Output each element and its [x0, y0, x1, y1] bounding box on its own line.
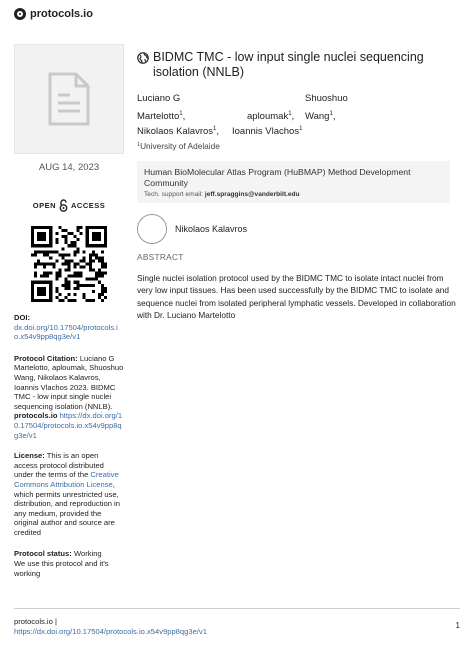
- doi-link[interactable]: dx.doi.org/10.17504/protocols.io.x54v9pp8qg3e/v1: [14, 322, 118, 342]
- affiliation: $^1$University of Adelaide: [137, 141, 220, 151]
- support-email: Tech. support email: jeff.spraggins@vanderbilt.edu: [144, 190, 300, 198]
- author-name[interactable]: Luciano G: [137, 93, 181, 104]
- title-row: [137, 50, 461, 80]
- sidebar: [14, 44, 124, 578]
- footer: [14, 608, 460, 636]
- citation-label: Protocol Citation:: [14, 353, 78, 363]
- open-access-left: OPEN: [32, 201, 56, 210]
- citation-link[interactable]: https://dx.doi.org/10.17504/protocols.io.x54v9pp8qg3e/v1: [14, 411, 123, 440]
- citation-block: [14, 354, 124, 440]
- protocol-owner: [137, 214, 461, 244]
- doi-label: DOI:: [14, 313, 31, 322]
- citation-text: Luciano G Martelotto, aploumak, Shuoshuo Wang, Nikolaos Kalavros, Ioannis Vlachos 2023. BIDMC TMC - low input single nuclei sequencing isolation (NNLB).: [14, 353, 124, 411]
- qr-code[interactable]: [31, 226, 107, 302]
- author-name[interactable]: Ioannis Vlachos$^1$: [232, 126, 303, 137]
- avatar[interactable]: [137, 214, 167, 244]
- protocols-logo-icon: [14, 8, 26, 20]
- publish-date: AUG 14, 2023: [38, 162, 100, 173]
- abstract-text: Single nuclei isolation protocol used by the BIDMC TMC to isolate intact nuclei from very low input tissues. Has been used successfully by the BIDMC TMC to isolate and sequence nuclei from isolated peripheral lymphatic vessels. Developed in collaboration with Dr. Luciano Martelotto: [137, 272, 456, 321]
- citation-source: protocols.io: [14, 411, 58, 421]
- protocol-title: BIDMC TMC - low input single nuclei sequencing isolation (NNLB): [153, 50, 424, 79]
- page-number: 1: [455, 621, 460, 630]
- document-icon: [46, 71, 92, 127]
- author-name[interactable]: Nikolaos Kalavros$^1$,: [137, 126, 220, 137]
- open-access-right: ACCESS: [71, 201, 106, 210]
- license-link[interactable]: Creative Commons Attribution License: [14, 470, 119, 489]
- group-panel[interactable]: [137, 161, 450, 203]
- license-text-before: This is an open access protocol distributed under the terms of the: [14, 451, 104, 480]
- brand-name: protocols.io: [30, 8, 93, 20]
- abstract-heading: ABSTRACT: [137, 251, 184, 262]
- status-block: [14, 549, 124, 578]
- license-block: [14, 451, 124, 537]
- main-content: [137, 50, 461, 322]
- author-list: [137, 93, 461, 137]
- footer-site: protocols.io |: [14, 617, 57, 626]
- author-name[interactable]: Wang$^1$,: [305, 111, 336, 122]
- open-access-lock-icon: [59, 199, 68, 212]
- author-name[interactable]: Martelotto$^1$,: [137, 111, 186, 122]
- status-label: Protocol status:: [14, 549, 72, 559]
- footer-url[interactable]: https://dx.doi.org/10.17504/protocols.io.x54v9pp8qg3e/v1: [14, 626, 207, 636]
- status-note: We use this protocol and it's working: [14, 559, 109, 578]
- doi-block: [14, 313, 124, 342]
- author-name[interactable]: Shuoshuo: [305, 93, 348, 104]
- open-access-badge: [14, 199, 124, 212]
- protocol-thumbnail: [14, 44, 124, 154]
- header: [14, 8, 93, 20]
- status-value: Working: [73, 549, 102, 559]
- group-name: Human BioMolecular Atlas Program (HuBMAP) Method Development Community: [144, 167, 411, 188]
- author-name[interactable]: aploumak$^1$,: [247, 111, 295, 122]
- owner-name[interactable]: Nikolaos Kalavros: [175, 223, 248, 234]
- license-label: License:: [14, 451, 45, 461]
- globe-icon: [137, 52, 149, 64]
- license-text-after: , which permits unrestricted use, distribution, and reproduction in any medium, provided the original author and source are credited: [14, 479, 120, 537]
